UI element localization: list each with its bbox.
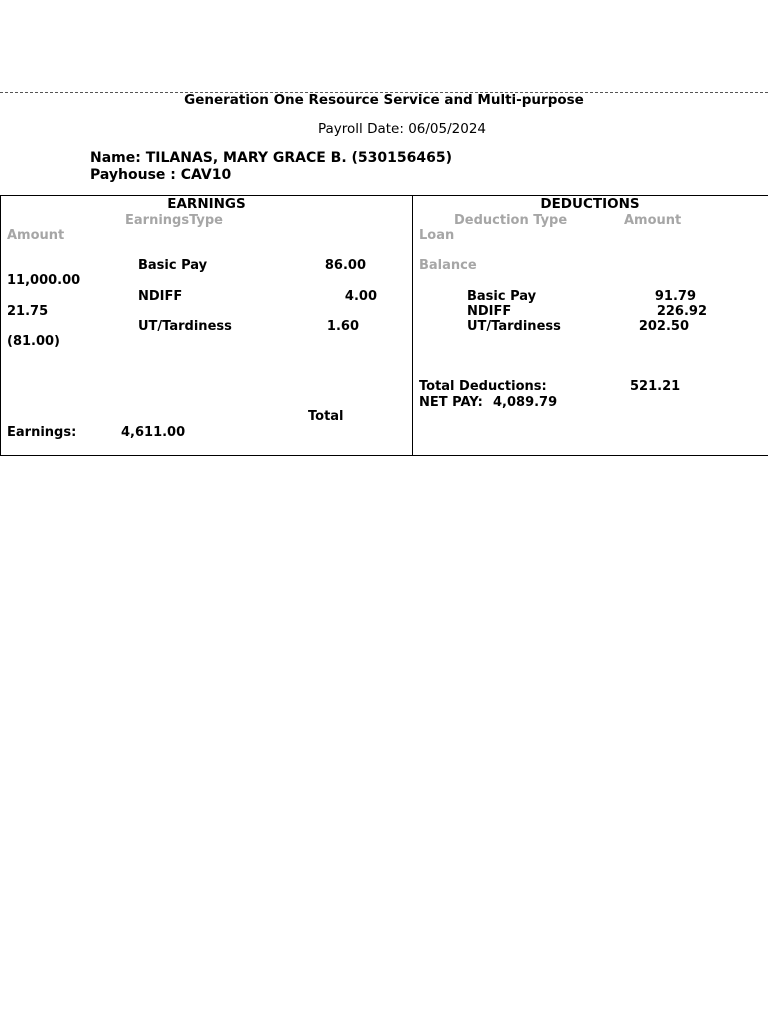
- earnings-row-hours: 86.00: [324, 258, 366, 273]
- earnings-row-amount: (81.00): [7, 334, 61, 349]
- net-pay-label: NET PAY:: [419, 395, 483, 410]
- deduction-amount-header: Amount: [624, 213, 682, 228]
- deduction-row-type: Basic Pay: [467, 289, 537, 304]
- deductions-title: DEDUCTIONS: [540, 196, 640, 212]
- net-pay-value: 4,089.79: [493, 395, 558, 410]
- deduction-row-amount: 202.50: [638, 319, 689, 334]
- company-name: Generation One Resource Service and Multi-purpose: [184, 92, 584, 108]
- earnings-row-type: NDIFF: [138, 289, 183, 304]
- earnings-title: EARNINGS: [167, 196, 246, 212]
- deduction-row-type: NDIFF: [467, 304, 512, 319]
- earnings-type-header: EarningsType: [125, 213, 223, 228]
- deduction-loan-header: Loan: [419, 228, 455, 243]
- total-deductions-label: Total Deductions:: [419, 379, 547, 394]
- earnings-amount-header: Amount: [7, 228, 65, 243]
- earnings-row-hours: 4.00: [344, 289, 377, 304]
- earnings-row-type: Basic Pay: [138, 258, 208, 273]
- total-earnings-value: 4,611.00: [121, 425, 186, 440]
- earnings-row-type: UT/Tardiness: [138, 319, 232, 334]
- deduction-row-amount: 91.79: [654, 289, 696, 304]
- earnings-row-amount: 21.75: [7, 304, 49, 319]
- deduction-row-type: UT/Tardiness: [467, 319, 561, 334]
- total-deductions-value: 521.21: [630, 379, 681, 394]
- deduction-balance-header: Balance: [419, 258, 477, 273]
- payroll-date: Payroll Date: 06/05/2024: [317, 121, 487, 137]
- total-earnings-label: Total: [308, 409, 344, 424]
- total-earnings-label-2: Earnings:: [7, 425, 77, 440]
- earnings-row-hours: 1.60: [326, 319, 359, 334]
- earnings-row-amount: 11,000.00: [7, 273, 81, 288]
- employee-payhouse: Payhouse : CAV10: [90, 167, 232, 183]
- deduction-row-amount: 226.92: [656, 304, 707, 319]
- deduction-type-header: Deduction Type: [454, 213, 568, 228]
- employee-name: Name: TILANAS, MARY GRACE B. (530156465): [90, 150, 453, 166]
